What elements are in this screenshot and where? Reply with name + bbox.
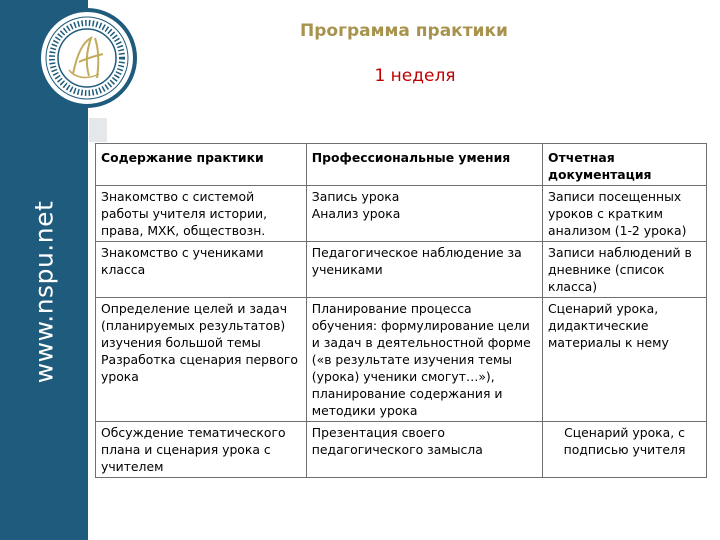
cell-docs: Сценарий урока, с подписью учителя xyxy=(543,422,707,478)
header-content: Содержание практики xyxy=(96,144,307,186)
university-logo xyxy=(33,4,141,112)
cell-docs: Сценарий урока, дидактические материалы к нему xyxy=(543,298,707,422)
table-header-row xyxy=(96,144,707,186)
slide-title: Программа практики xyxy=(300,21,508,41)
header-docs: Отчетная документация xyxy=(543,144,707,186)
cell-content: Знакомство с учениками класса xyxy=(96,242,307,298)
table-row xyxy=(96,422,707,478)
cell-content: Определение целей и задач (планируемых результатов) изучения большой темы Разработка сценария первого урока xyxy=(96,298,307,422)
cell-skills: Запись урока Анализ урока xyxy=(306,186,542,242)
decorative-tab xyxy=(89,118,107,142)
cell-skills: Презентация своего педагогического замысла xyxy=(306,422,542,478)
table-row xyxy=(96,186,707,242)
week-label: 1 неделя xyxy=(374,66,456,86)
cell-skills: Планирование процесса обучения: формулирование цели и задач в деятельностной форме («в результате изучения темы (урока) ученики смогут…»), планирование содержания и методики урока xyxy=(306,298,542,422)
table-row xyxy=(96,242,707,298)
cell-skills: Педагогическое наблюдение за учениками xyxy=(306,242,542,298)
table-row xyxy=(96,298,707,422)
practice-program-table xyxy=(95,143,707,478)
cell-docs: Записи посещенных уроков с кратким анализом (1-2 урока) xyxy=(543,186,707,242)
cell-docs: Записи наблюдений в дневнике (список класса) xyxy=(543,242,707,298)
header-skills: Профессиональные умения xyxy=(306,144,542,186)
cell-content: Знакомство с системой работы учителя истории, права, МХК, обществозн. xyxy=(96,186,307,242)
site-url: www.nspu.net xyxy=(29,200,59,384)
cell-content: Обсуждение тематического плана и сценария урока с учителем xyxy=(96,422,307,478)
